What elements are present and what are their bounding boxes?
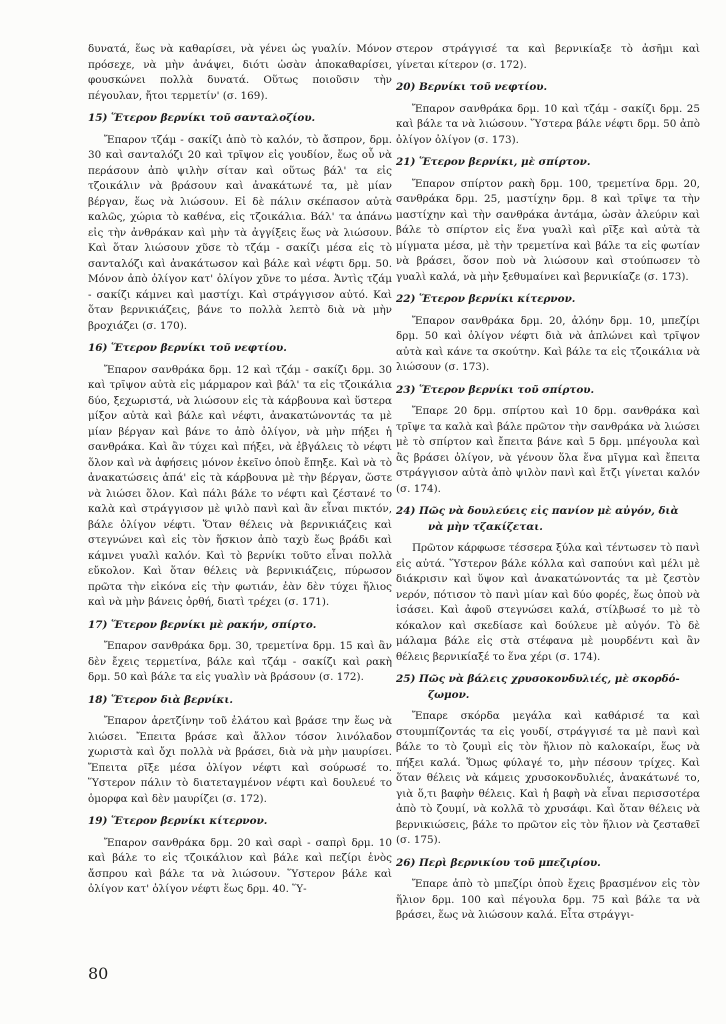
paragraph-continued: στερον στράγγισέ τα καὶ βερνικίαξε τὸ ἀσῆμι καὶ γίνεται κίτερον (σ. 172). <box>396 43 700 71</box>
paragraph-23: Ἔπαρε 20 δρμ. σπίρτου καὶ 10 δρμ. σανθράκα καὶ τρῖψε τα καλὰ καὶ βάλε πρῶτον τὴν σανθράκα νὰ λιώσει μὲ τὸ σπίρτον καὶ ἔπειτα βάνε καὶ 5 δρμ. μπέγουλα καὶ ἂς βράσει ὀλίγον, νὰ γένουν ὅλα ἕνα μῖγμα καὶ ἔπειτα στράγγισον αὐτὰ ἀπὸ ψιλὸν πανὶ καὶ ἔτζι γίνεται καλόν (σ. 174). <box>396 405 700 495</box>
paragraph-20: Ἔπαρον σανθράκα δρμ. 10 καὶ τζάμ - σακίζι δρμ. 25 καὶ βάλε τα νὰ λιώσουν. Ὕστερα βάλε νέφτι δρμ. 50 ἀπὸ ὀλίγον ὀλίγον (σ. 173). <box>396 102 700 146</box>
paragraph-24: Πρῶτον κάρφωσε τέσσερα ξύλα καὶ τέντωσεν τὸ πανὶ εἰς αὐτά. Ὕστερον βάλε κόλλα καὶ σαπούνι καὶ μέλι μὲ διάκρισιν καὶ ὕψον καὶ ἀνακατώνοντάς τα μὲ ζεστὸν νερόν, πότισον τὸ πανὶ μίαν καὶ δύο φορές, ἕως ὁποὺ νὰ ἰσάσει. Καὶ ἀφοῦ στεγνώσει καλά, στίλβωσέ το μὲ τὸ κόκαλον καὶ σκεδίασε καὶ δούλευε μὲ αὐγόν. Τὸ δὲ μάλαμα βάλε εἰς στὰ στέφανα μὲ μουρδέντι καὶ ἂν θέλεις βερνικίαξέ το ἕνα χέρι (σ. 174). <box>396 542 700 663</box>
right-column <box>396 42 700 926</box>
heading-24-line2: νὰ μὴν τζακίζεται. <box>428 520 543 533</box>
heading-25-line1: 25) Πῶς νὰ βάλεις χρυσοκονδυλιές, μὲ σκορδό- <box>396 673 680 685</box>
heading-25 <box>396 672 700 703</box>
paragraph-18: Ἔπαρον ἀρετζίνην τοῦ ἐλάτου καὶ βράσε την ἕως νὰ λιώσει. Ἔπειτα βράσε καὶ ἄλλον τόσον λινόλαδον χωριστὰ καὶ ὄχι πολλὰ νὰ βράσει, διὰ νὰ μὴν μαυρίσει. Ἔπειτα ρῖξε μέσα ὀλίγον νέφτι καὶ σούρωσέ το. Ὕστερον πάλιν τὸ διατεταγμένον νέφτι καὶ δουλευέ το ὁμορφα καὶ δὲν μαυρίζει (σ. 172). <box>88 715 392 805</box>
heading-20: 20) Βερνίκι τοῦ νεφτίου. <box>396 81 548 93</box>
heading-22: 22) Ἕτερον βερνίκι κίτερνον. <box>396 293 576 305</box>
paragraph-21: Ἔπαρον σπίρτον ρακὴ δρμ. 100, τρεμετίνα δρμ. 20, σανθράκα δρμ. 25, μαστίχην δρμ. 8 καὶ τρῖψε τα τὴν μαστίχην καὶ τὴν σανθράκα ἀντάμα, ὡσὰν ἀλεύριν καὶ βάλε τὸ σπίρτον εἰς ἕνα γυαλὶ καὶ ρῖξε καὶ αὐτὰ τὰ μίγματα μέσα, μὲ τὴν τρεμετίνα καὶ βάλε τα εἰς φωτίαν νὰ βράσει, ὅσον ποὺ νὰ λιώσουν καὶ στούπωσεν τὸ γυαλὶ καλά, νὰ μὴν ξεθυμαίνει καὶ βερνικίαζε (σ. 173). <box>396 177 700 283</box>
page-number: 80 <box>88 964 109 983</box>
paragraph-25: Ἔπαρε σκόρδα μεγάλα καὶ καθάρισέ τα καὶ στουμπίζοντάς τα εἰς γουδί, στράγγισέ τα μὲ πανὶ καὶ βάλε το τὸ ζουμὶ εἰς τὸν ἥλιον πὸ καλοκαίρι, ἕως νὰ πήξει καλά. Ὅμως φύλαγέ το, μὴν πέσουν τρίχες. Καὶ ὅταν θέλεις νὰ κάμεις χρυσοκονδυλιές, ἀνακάτωνέ το, γιὰ ὅ,τι βαφὴν θέλεις. Καὶ ἡ βαφὴ νὰ εἶναι περισσοτέρα ἀπὸ τὸ ζουμί, νὰ κολλᾶ τὸ χρυσάφι. Καὶ ὅταν θέλεις νὰ βερνικιώσεις, βάλε το πρῶτον εἰς τὸν ἥλιον νὰ ζεσταθεῖ (σ. 175). <box>396 710 700 846</box>
heading-16: 16) Ἕτερον βερνίκι τοῦ νεφτίου. <box>88 342 287 354</box>
heading-15: 15) Ἕτερον βερνίκι τοῦ σανταλοζίου. <box>88 112 316 124</box>
left-column <box>88 42 392 900</box>
heading-21: 21) Ἕτερον βερνίκι, μὲ σπίρτον. <box>396 156 591 168</box>
paragraph-15: Ἔπαρον τζάμ - σακίζι ἀπὸ τὸ καλόν, τὸ ἄσπρον, δρμ. 30 καὶ σανταλόζι 20 καὶ τρῖψον εἰς γουδίον, ἕως οὗ νὰ περάσουν ἀπὸ ψιλὴν σίταν καὶ οὕτως βάλ' τα εἰς τζοικάλιν νὰ βράσουν καὶ ἀνακάτωνέ τα, μὲ μίαν βέργαν, ἕως νὰ λιώσουν. Εἰ δὲ πάλιν σκέπασον αὐτὰ καλῶς, χώρια τὸ καθένα, εἰς τζοικάλια. Βάλ' τα ἀπάνω εἰς τὴν ἀνθράκαν καὶ μὴν τὰ ἀγγίξεις ἕως νὰ λιώσουν. Καὶ ὅταν λιώσουν χῦσε τὸ τζάμ - σακίζι μέσα εἰς τὸ σανταλόζι καὶ ἀνακάτωσον καὶ βάλε καὶ νέφτι δρμ. 50. Μόνον ἀπὸ ὀλίγον κατ' ὀλίγον χῦνε το μέσα. Ἀντὶς τζάμ - σακίζι κάμνει καὶ μαστίχι. Καὶ στράγγισον αὐτό. Καὶ ὅταν βερνικιάζεις, βάνε το πολλὰ λεπτὸ διὰ νὰ μὴν βροχιάζει (σ. 170). <box>88 133 392 332</box>
paragraph-16: Ἔπαρον σανθράκα δρμ. 12 καὶ τζάμ - σακίζι δρμ. 30 καὶ τρῖψον αὐτὰ εἰς μάρμαρον καὶ βάλ' τα εἰς τζοικάλια δύο, ξεχωριστά, νὰ λιώσουν εἰς τὰ κάρβουνα καὶ ὕστερα μίξον αὐτὰ καὶ βάλε καὶ νέφτι, ἀνακατώνοντάς τα μὲ μίαν βέργαν καὶ βάνε το ἀπὸ ὀλίγον, νὰ μὴν πήξει ἡ σανθράκα. Καὶ ἂν τύχει καὶ πήξει, νὰ ἐβγάλεις τὸ νέφτι ὅλον καὶ νὰ ἀφήσεις μόνον ἐκεῖνο ὁποὺ ἔπηξε. Καὶ νὰ τὸ ἀνακατώσεις ἀπά' εἰς τὰ κάρβουνα μὲ τὴν βέργαν, ὥστε νὰ λιώσει ὅλον. Καὶ πάλι βάλε το νέφτι καὶ ζέστανέ το καλὰ καὶ στράγγισον μὲ ψιλὸ πανὶ καὶ ἂν εἶναι πικτόν, βάλε ὀλίγον νέφτι. Ὅταν θέλεις νὰ βερνικιάζεις καὶ στεγνώνει καὶ εἰς τὸν ἥσκιον ἀπὸ ταχὺ ἕως βράδι καὶ κάμνει γυαλὶ καλόν. Καὶ τὸ βερνίκι τοῦτο εἶναι πολλὰ εὔκολον. Καὶ ὅταν θέλεις νὰ βερνικιάζεις, πύρωσον πρῶτα τὴν εἰκόνα εἰς τὴν φωτιάν, ἐὰν δὲν τύχει ἥλιος καὶ νὰ μὴν βάνεις ὀρθή, διατὶ τρέχει (σ. 171). <box>88 363 392 608</box>
paragraph-intro: δυνατά, ἕως νὰ καθαρίσει, νὰ γένει ὡς γυαλίν. Μόνον πρόσεχε, νὰ μὴν ἀνάψει, διότι ὡσὰν ἀποκαθαρίσει, φουσκώνει πολλὰ δυνατά. Οὕτως ποιοῦσιν τὴν πέγουλαν, ἤτοι τερμετίν' (σ. 169). <box>88 43 392 102</box>
paragraph-19: Ἔπαρον σανθράκα δρμ. 20 καὶ σαρὶ - σαπρὶ δρμ. 10 καὶ βάλε το εἰς τζοικάλιον καὶ βάλε καὶ πεζίρι ἑνὸς ἄσπρου καὶ βάλε τα νὰ λιώσουν. Ὕστερον βάλε καὶ ὀλίγον κατ' ὀλίγον νέφτι ἕως δρμ. 40. Ὕ- <box>88 836 392 895</box>
heading-23: 23) Ἕτερον βερνίκι τοῦ σπίρτου. <box>396 383 595 396</box>
heading-25-line2: ζωμον. <box>428 688 470 701</box>
heading-17: 17) Ἕτερον βερνίκι μὲ ρακήν, σπίρτο. <box>88 618 317 631</box>
heading-19: 19) Ἕτερον βερνίκι κίτερνον. <box>88 815 268 827</box>
heading-24 <box>396 504 700 535</box>
heading-18: 18) Ἕτερον διὰ βερνίκι. <box>88 693 233 706</box>
heading-26: 26) Περὶ βερνικίου τοῦ μπεζιρίου. <box>396 856 601 869</box>
paragraph-26: Ἔπαρε ἀπὸ τὸ μπεζίρι ὁποὺ ἔχεις βρασμένον εἰς τὸν ἥλιον δρμ. 100 καὶ πέγουλα δρμ. 75 καὶ βάλε τα νὰ βράσει, ἕως νὰ λιώσουν καλά. Εἶτα στράγγι- <box>396 878 700 921</box>
paragraph-17: Ἔπαρον σανθράκα δρμ. 30, τρεμετίνα δρμ. 15 καὶ ἂν δὲν ἔχεις τερμετίνα, βάλε καὶ τζάμ - σακίζι καὶ ρακὴ δρμ. 50 καὶ βάλε τα εἰς γυαλὶν νὰ βράσουν (σ. 172). <box>88 640 392 683</box>
heading-24-line1: 24) Πῶς νὰ δουλεύεις εἰς πανίον μὲ αὐγόν, διὰ <box>396 505 679 517</box>
paragraph-22: Ἔπαρον σανθράκα δρμ. 20, ἀλόην δρμ. 10, μπεζίρι δρμ. 50 καὶ ὀλίγον νέφτι διὰ νὰ ἁπλώνει καὶ τρῖψον αὐτὰ καὶ κάνε τα σκούτην. Καὶ βάλε τα εἰς τζοικάλια νὰ λιώσουν (σ. 173). <box>396 314 700 373</box>
